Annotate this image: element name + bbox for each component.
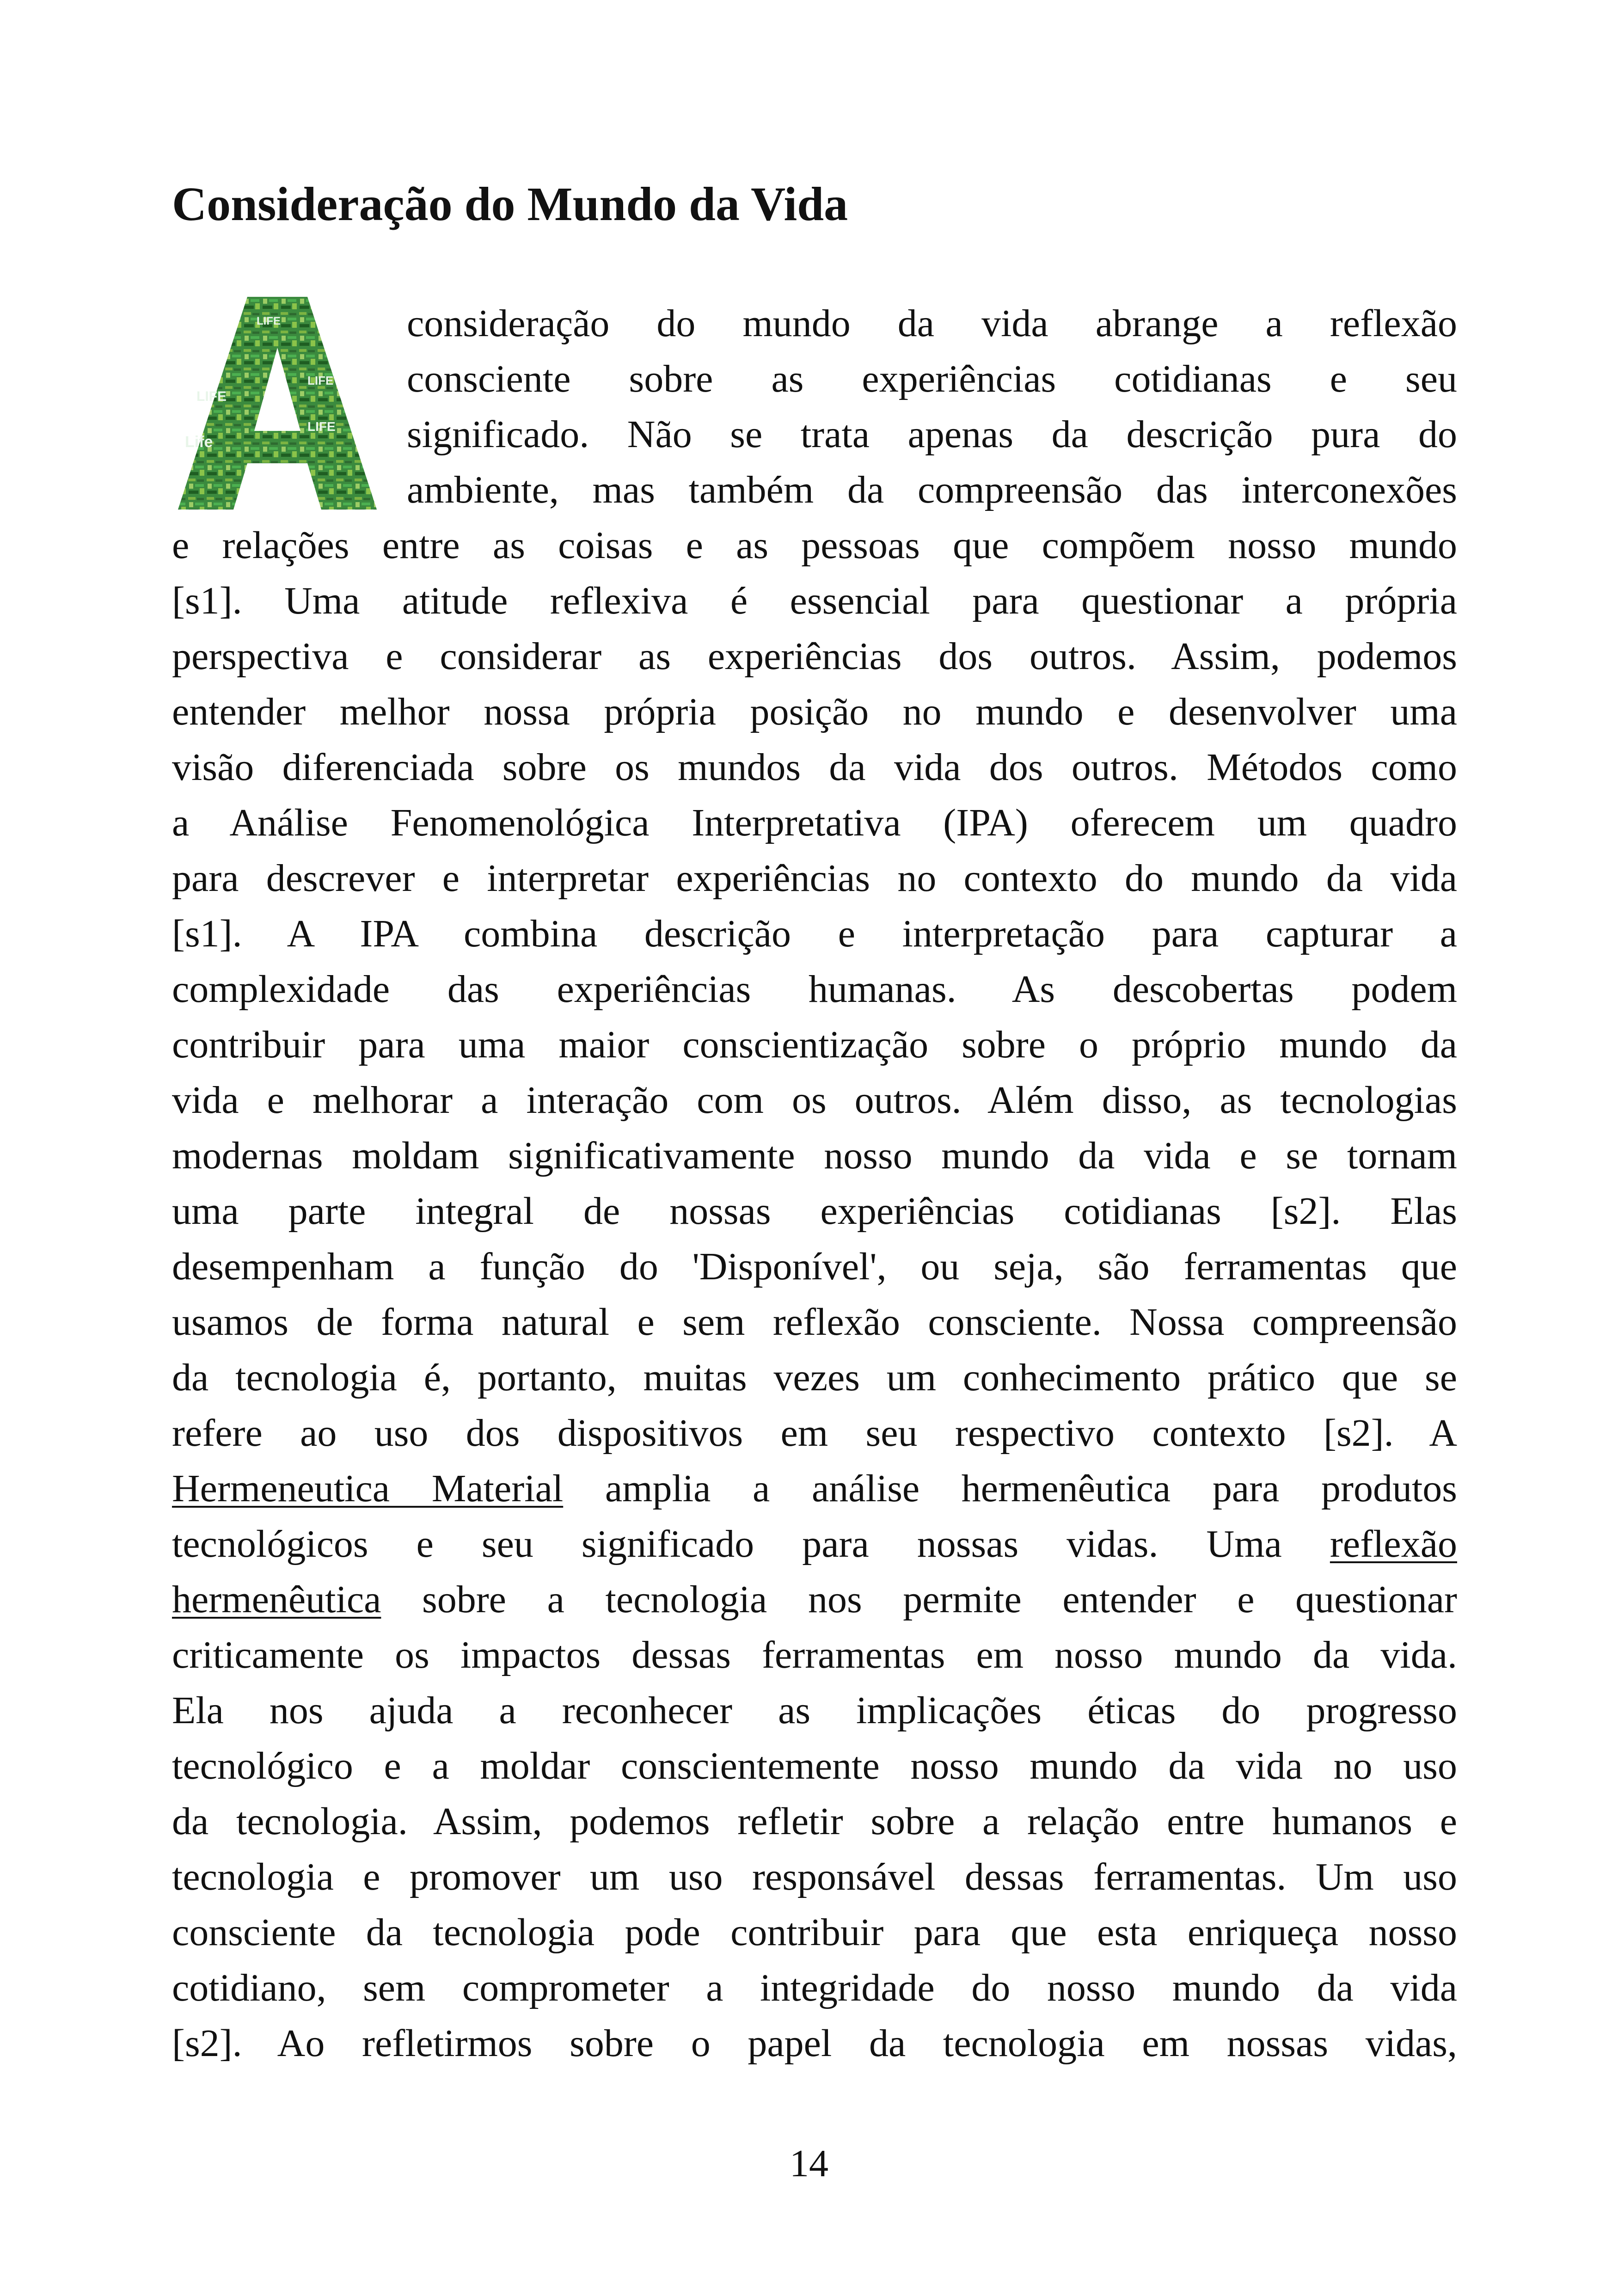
drop-cap-word: Life	[185, 433, 213, 451]
text-line: cotidiano, sem comprometer a integridade do nosso mundo da vida	[172, 1966, 1457, 2009]
text-line: [s2]. Ao refletirmos sobre o papel da tecnologia em nossas vidas,	[172, 2022, 1457, 2065]
text-line: da tecnologia é, portanto, muitas vezes um conhecimento prático que se	[172, 1356, 1457, 1399]
text-line: consciente sobre as experiências cotidianas e seu	[407, 357, 1457, 400]
drop-cap-a-image	[169, 292, 386, 514]
text-line: da tecnologia. Assim, podemos refletir sobre a relação entre humanos e	[172, 1800, 1457, 1843]
text-line: para descrever e interpretar experiências no contexto do mundo da vida	[172, 857, 1457, 900]
text-line: consciente da tecnologia pode contribuir para que esta enriqueça nosso	[172, 1911, 1457, 1954]
reflexao-hermeneutica-link-continued[interactable]: hermenêutica	[172, 1578, 381, 1621]
text-line: desempenham a função do 'Disponível', ou seja, são ferramentas que	[172, 1245, 1457, 1288]
text-line: tecnologia e promover um uso responsável dessas ferramentas. Um uso	[172, 1855, 1457, 1898]
text-segment: sobre a tecnologia nos permite entender e questionar	[381, 1578, 1457, 1621]
text-line: [s1]. Uma atitude reflexiva é essencial para questionar a própria	[172, 579, 1457, 622]
text-line	[172, 1461, 1457, 1516]
page-number: 14	[790, 2142, 828, 2185]
text-segment: amplia a análise hermenêutica para produtos	[563, 1467, 1457, 1510]
text-line: complexidade das experiências humanas. As descobertas podem	[172, 968, 1457, 1011]
text-line: contribuir para uma maior conscientização sobre o próprio mundo da	[172, 1023, 1457, 1066]
text-line: e relações entre as coisas e as pessoas que compõem nosso mundo	[172, 524, 1457, 567]
text-line: uma parte integral de nossas experiências cotidianas [s2]. Elas	[172, 1190, 1457, 1233]
drop-cap-word: LIFE	[307, 374, 334, 387]
text-line	[172, 1572, 1457, 1627]
text-line: a Análise Fenomenológica Interpretativa (IPA) oferecem um quadro	[172, 801, 1457, 844]
drop-cap-word: LIFE	[196, 389, 227, 404]
text-line: Ela nos ajuda a reconhecer as implicações éticas do progresso	[172, 1689, 1457, 1732]
text-line: entender melhor nossa própria posição no mundo e desenvolver uma	[172, 690, 1457, 733]
text-line	[172, 1516, 1457, 1572]
text-line: [s1]. A IPA combina descrição e interpretação para capturar a	[172, 912, 1457, 955]
drop-cap-word: LIFE	[307, 419, 336, 434]
text-segment: tecnológicos e seu significado para nossas vidas. Uma	[172, 1522, 1330, 1565]
text-line: ambiente, mas também da compreensão das interconexões	[407, 468, 1457, 511]
text-line: perspectiva e considerar as experiências dos outros. Assim, podemos	[172, 635, 1457, 678]
text-line: consideração do mundo da vida abrange a reflexão	[407, 302, 1457, 345]
reflexao-hermeneutica-link[interactable]: reflexão	[1330, 1522, 1457, 1565]
text-line: tecnológico e a moldar conscientemente nosso mundo da vida no uso	[172, 1744, 1457, 1787]
section-heading: Consideração do Mundo da Vida	[172, 178, 848, 231]
drop-cap-word: LIFE	[257, 315, 281, 327]
text-line: visão diferenciada sobre os mundos da vida dos outros. Métodos como	[172, 746, 1457, 789]
text-line: refere ao uso dos dispositivos em seu respectivo contexto [s2]. A	[172, 1412, 1457, 1455]
text-line: modernas moldam significativamente nosso mundo da vida e se tornam	[172, 1134, 1457, 1177]
hermeneutica-material-link[interactable]: Hermeneutica Material	[172, 1467, 564, 1510]
text-line: vida e melhorar a interação com os outros. Além disso, as tecnologias	[172, 1079, 1457, 1122]
text-line: criticamente os impactos dessas ferramentas em nosso mundo da vida.	[172, 1633, 1457, 1676]
text-line: usamos de forma natural e sem reflexão consciente. Nossa compreensão	[172, 1301, 1457, 1344]
text-line: significado. Não se trata apenas da descrição pura do	[407, 413, 1457, 456]
